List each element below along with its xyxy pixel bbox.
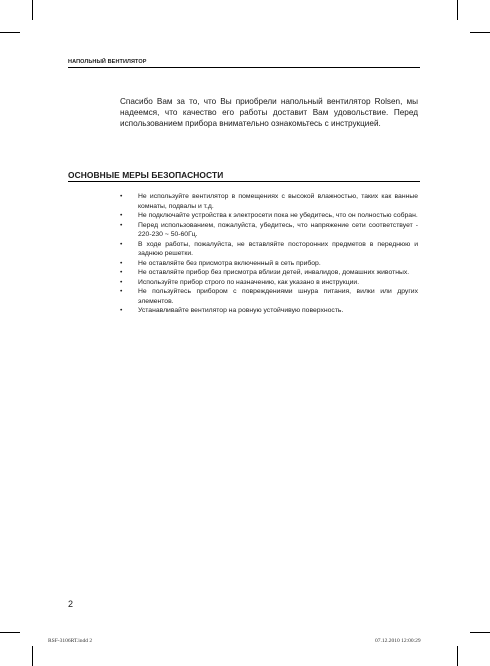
crop-mark [32, 646, 33, 666]
crop-mark [0, 632, 20, 633]
bullet-icon: • [120, 240, 123, 248]
rule-text: Используйте прибор строго по назначению, как указано в инструкции. [138, 278, 360, 286]
rule-text: Не пользуйтесь прибором с повреждениями шнура питания, вилки или других элементов. [138, 288, 418, 305]
rule-text: Не используйте вентилятор в помещениях с высокой влажностью, таких как ванные комнаты, подвалы и т.д. [138, 193, 418, 210]
bullet-icon: • [120, 307, 123, 314]
running-header: НАПОЛЬНЫЙ ВЕНТИЛЯТОР [68, 59, 147, 65]
crop-mark [457, 646, 458, 666]
bullet-icon: • [120, 269, 123, 276]
page-number: 2 [68, 599, 74, 609]
rule-text: Не оставляйте прибор без присмотра вблизи детей, инвалидов, домашних животных. [138, 269, 410, 276]
rule-text: Устанавливайте вентилятор на ровную устойчивую поверхность. [138, 307, 344, 314]
bullet-icon: • [120, 259, 123, 267]
bullet-icon: • [120, 288, 123, 295]
rule-text: Перед использованием, пожалуйста, убедитесь, что напряжение сети соответствует - 220-230 ~ 50-60Гц. [138, 221, 418, 238]
file-slug: RSF-3106RT.indd 2 [48, 638, 93, 644]
section-title: ОСНОВНЫЕ МЕРЫ БЕЗОПАСНОСТИ [68, 170, 224, 180]
list-item [120, 268, 418, 278]
safety-rules-list [120, 192, 418, 316]
list-item [120, 306, 418, 316]
crop-mark [32, 0, 33, 20]
list-item [120, 278, 418, 288]
crop-mark [457, 0, 458, 20]
rule-text: Не оставляйте без присмотра включенный в сеть прибор. [138, 259, 321, 267]
section-rule [68, 181, 420, 182]
list-item [120, 192, 418, 211]
list-item [120, 259, 418, 269]
rule-text: Не подключайте устройства к электросети пока не убедитесь, что он полностью собран. [138, 212, 418, 219]
list-item [120, 211, 418, 221]
bullet-icon: • [120, 193, 123, 200]
timestamp-slug: 07.12.2010 12:00:29 [375, 638, 421, 644]
list-item [120, 287, 418, 306]
rule-text: В ходе работы, пожалуйста, не вставляйте посторонних предметов в переднюю и заднюю решетки. [138, 240, 418, 257]
intro-paragraph: Спасибо Вам за то, что Вы приобрели напольный вентилятор Rolsen, мы надеемся, что качество его работы доставит Вам удовольствие. Перед использованием прибора внимательно ознакомьтесь с инструкцией. [120, 97, 418, 129]
header-rule [68, 67, 420, 68]
bullet-icon: • [120, 221, 123, 229]
list-item [120, 221, 418, 240]
bullet-icon: • [120, 278, 123, 286]
bullet-icon: • [120, 212, 123, 219]
list-item [120, 240, 418, 259]
crop-mark [470, 32, 490, 33]
crop-mark [470, 632, 490, 633]
crop-mark [0, 32, 20, 33]
